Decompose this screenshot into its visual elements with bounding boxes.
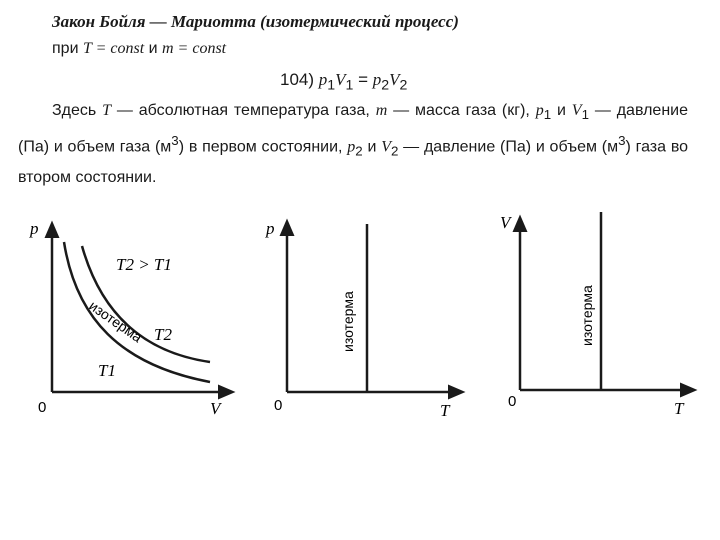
graph-vt [500,212,690,418]
g1-t1-label: T1 [98,361,116,380]
g1-t2-label: T2 [154,325,172,344]
condition-temperature: T = const [82,40,145,57]
g2-origin: 0 [274,397,283,414]
g1-relation: T2 > T1 [116,255,172,274]
g3-x-label: T [674,399,684,418]
graph-pv [29,219,228,418]
formula-expression: $p_1V_1 = p_2V_2$ [318,70,408,94]
condition-prefix: при [52,40,79,57]
g3-origin: 0 [508,393,517,410]
g1-x-label: V [210,399,221,418]
g1-isotherm-label: изотерма [86,297,146,346]
g2-x-label: T [440,401,450,420]
g2-isotherm-label: изотерма [340,291,356,352]
law-title: Закон Бойля — Мариотта (изотермический процесс) [52,12,459,31]
graph-pt [265,219,458,420]
explanation-paragraph: Здесь T — абсолютная температура газа, m — масса газа (кг), $p_1$ и $V_1$ — давление (Па) и объем газа $(м^3)$ в первом состоянии, $p_2$ и $V_2$ — давление (Па) и объем $(м^3)$ газа во втором состоянии. [18,102,689,186]
condition-mass: m = const [161,40,227,57]
formula-number: 104) [280,70,315,89]
g3-isotherm-label: изотерма [579,285,595,346]
g1-y-label: p [30,219,39,238]
g1-origin: 0 [38,399,47,416]
g3-y-label: V [500,213,511,232]
g2-y-label: p [266,219,275,238]
condition-and: и [148,40,158,57]
